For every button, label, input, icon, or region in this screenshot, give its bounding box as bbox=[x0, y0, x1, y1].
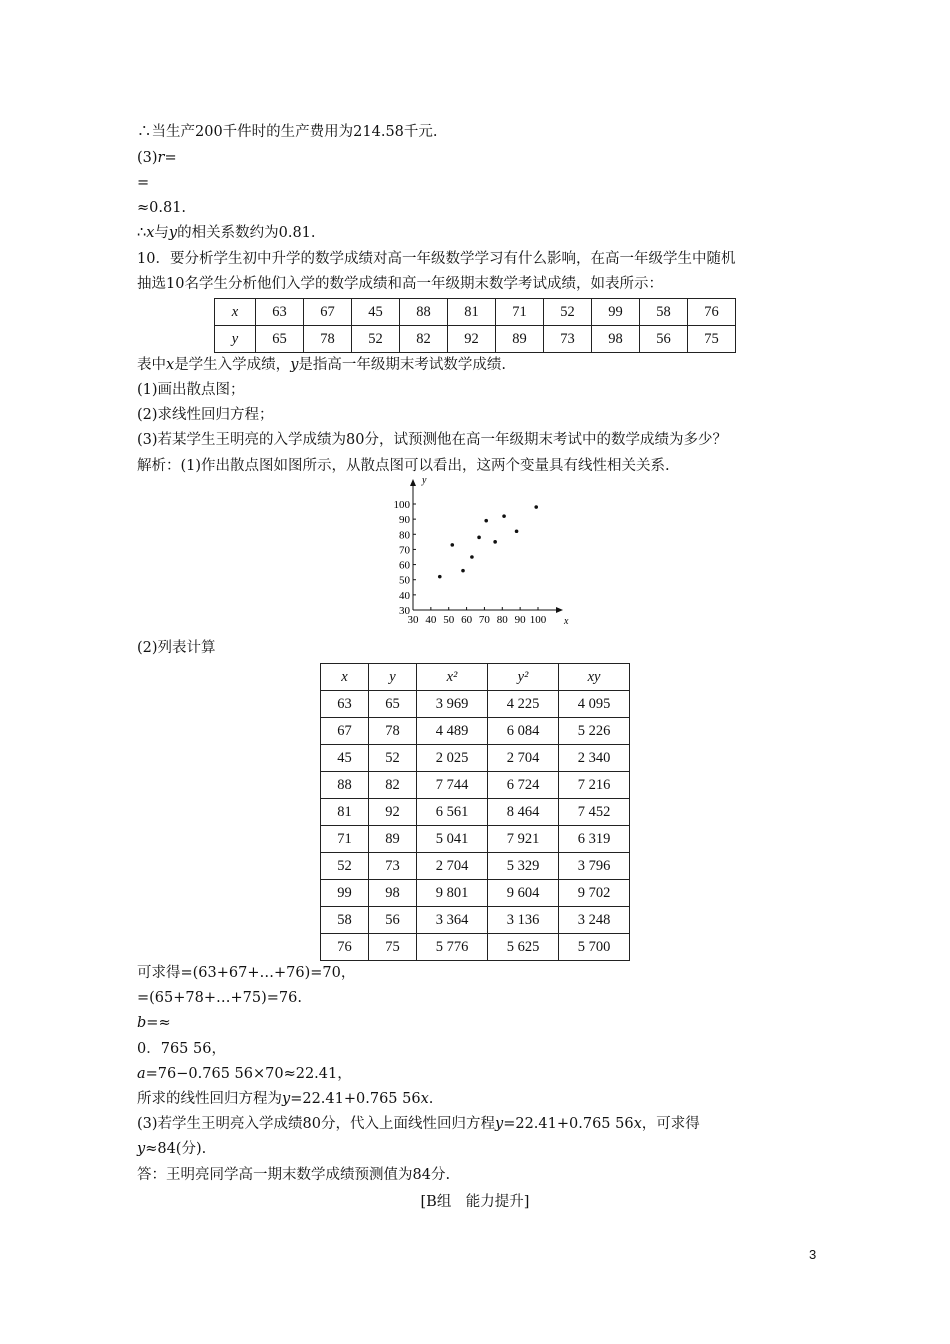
x-tick-label: 70 bbox=[478, 614, 490, 626]
table-cell: 7 452 bbox=[559, 799, 630, 826]
table-cell: 71 bbox=[496, 299, 544, 326]
table-cell: 92 bbox=[448, 326, 496, 353]
text-line: =(65+78+…+75)=76. bbox=[137, 990, 302, 1006]
header-cell: xy bbox=[559, 664, 630, 691]
table-cell: 58 bbox=[321, 907, 369, 934]
table-row bbox=[215, 299, 736, 326]
page-number: 3 bbox=[809, 1247, 817, 1262]
table-cell: 73 bbox=[544, 326, 592, 353]
text-line: 0．765 56， bbox=[137, 1041, 226, 1057]
plot-ticks bbox=[394, 499, 547, 626]
calculation-table bbox=[320, 663, 630, 961]
table-row bbox=[321, 880, 630, 907]
table-cell: 3 136 bbox=[488, 907, 559, 934]
y-tick-label: 50 bbox=[399, 574, 410, 587]
scatter-point bbox=[461, 569, 465, 573]
table-row bbox=[321, 691, 630, 718]
row-label-y: y bbox=[215, 326, 256, 353]
table-cell: 82 bbox=[369, 772, 417, 799]
y-tick-label: 40 bbox=[399, 589, 410, 602]
plot-points bbox=[438, 505, 538, 578]
plot-axes bbox=[407, 475, 569, 627]
text-line: ∴当生产200千件时的生产费用为214.58千元. bbox=[137, 124, 438, 140]
table-cell: 4 489 bbox=[417, 718, 488, 745]
row-label-x: x bbox=[215, 299, 256, 326]
scatter-plot bbox=[385, 475, 569, 628]
text-line: (3)r= bbox=[137, 150, 177, 166]
table-cell: 9 702 bbox=[559, 880, 630, 907]
table-cell: 75 bbox=[688, 326, 736, 353]
table-cell: 65 bbox=[369, 691, 417, 718]
table-cell: 2 704 bbox=[417, 853, 488, 880]
table-cell: 52 bbox=[369, 745, 417, 772]
table-cell: 6 319 bbox=[559, 826, 630, 853]
y-axis-arrow bbox=[410, 479, 416, 486]
table-cell: 4 225 bbox=[488, 691, 559, 718]
x-tick-label: 40 bbox=[425, 614, 437, 626]
table-cell: 2 340 bbox=[559, 745, 630, 772]
text-line: ≈0.81. bbox=[137, 200, 187, 216]
table-row bbox=[321, 853, 630, 880]
table-cell: 9 801 bbox=[417, 880, 488, 907]
table-cell: 9 604 bbox=[488, 880, 559, 907]
table-cell: 5 329 bbox=[488, 853, 559, 880]
y-tick-label: 90 bbox=[399, 514, 410, 527]
text-line: 可求得=(63+67+…+76)=70， bbox=[137, 965, 356, 981]
x-tick-label: 90 bbox=[514, 614, 526, 626]
scatter-point bbox=[515, 529, 519, 533]
table-cell: 5 776 bbox=[417, 934, 488, 961]
table-cell: 65 bbox=[256, 326, 304, 353]
header-cell: x bbox=[321, 664, 369, 691]
table-row bbox=[321, 799, 630, 826]
table-cell: 78 bbox=[369, 718, 417, 745]
table-cell: 78 bbox=[304, 326, 352, 353]
scatter-point bbox=[484, 519, 488, 523]
y-axis-label: y bbox=[422, 475, 427, 486]
table-cell: 56 bbox=[369, 907, 417, 934]
table-cell: 52 bbox=[544, 299, 592, 326]
table-row bbox=[321, 934, 630, 961]
x-tick-label: 100 bbox=[529, 614, 547, 626]
y-tick-label: 70 bbox=[399, 544, 410, 557]
table-cell: 76 bbox=[321, 934, 369, 961]
table-cell: 88 bbox=[400, 299, 448, 326]
table-cell: 67 bbox=[321, 718, 369, 745]
table-cell: 56 bbox=[640, 326, 688, 353]
table-cell: 52 bbox=[321, 853, 369, 880]
table-cell: 99 bbox=[321, 880, 369, 907]
data-table bbox=[214, 298, 736, 353]
problem-10-text: 10．要分析学生初中升学的数学成绩对高一年级数学学习有什么影响，在高一年级学生中随机 bbox=[137, 251, 736, 267]
table-cell: 5 625 bbox=[488, 934, 559, 961]
table-cell: 7 744 bbox=[417, 772, 488, 799]
table-header-row bbox=[321, 664, 630, 691]
x-axis-label: x bbox=[564, 616, 569, 627]
scatter-point bbox=[493, 540, 497, 544]
text-line: (1)画出散点图； bbox=[137, 382, 245, 398]
x-tick-label: 30 bbox=[407, 614, 419, 626]
table-cell: 88 bbox=[321, 772, 369, 799]
table-cell: 52 bbox=[352, 326, 400, 353]
text-line: b=≈ bbox=[137, 1015, 171, 1031]
section-heading: [B组 能力提升] bbox=[420, 1194, 530, 1210]
table-cell: 98 bbox=[592, 326, 640, 353]
table-cell: 5 700 bbox=[559, 934, 630, 961]
table-cell: 75 bbox=[369, 934, 417, 961]
table-cell: 8 464 bbox=[488, 799, 559, 826]
text-line: y≈84(分). bbox=[137, 1141, 207, 1157]
table-cell: 89 bbox=[496, 326, 544, 353]
table-cell: 45 bbox=[321, 745, 369, 772]
text-line: = bbox=[137, 175, 150, 191]
table-cell: 3 364 bbox=[417, 907, 488, 934]
table-cell: 89 bbox=[369, 826, 417, 853]
scatter-point bbox=[450, 543, 454, 547]
x-tick-label: 50 bbox=[443, 614, 455, 626]
x-tick-label: 60 bbox=[461, 614, 473, 626]
table-row bbox=[321, 745, 630, 772]
table-cell: 2 025 bbox=[417, 745, 488, 772]
text-line: (2)列表计算 bbox=[137, 640, 216, 656]
table-cell: 45 bbox=[352, 299, 400, 326]
table-cell: 5 226 bbox=[559, 718, 630, 745]
table-cell: 4 095 bbox=[559, 691, 630, 718]
table-cell: 98 bbox=[369, 880, 417, 907]
y-tick-label: 30 bbox=[399, 605, 410, 617]
table-cell: 7 921 bbox=[488, 826, 559, 853]
table-cell: 81 bbox=[321, 799, 369, 826]
table-cell: 3 796 bbox=[559, 853, 630, 880]
x-axis-arrow bbox=[556, 607, 563, 613]
text-line: 所求的线性回归方程为y=22.41+0.765 56x. bbox=[137, 1091, 434, 1107]
table-cell: 6 561 bbox=[417, 799, 488, 826]
table-cell: 3 969 bbox=[417, 691, 488, 718]
table-cell: 63 bbox=[321, 691, 369, 718]
table-cell: 76 bbox=[688, 299, 736, 326]
y-tick-label: 80 bbox=[399, 529, 410, 542]
table-cell: 92 bbox=[369, 799, 417, 826]
text-line: (3)若某学生王明亮的入学成绩为80分，试预测他在高一年级期末考试中的数学成绩为多少？ bbox=[137, 432, 727, 448]
table-cell: 6 084 bbox=[488, 718, 559, 745]
table-cell: 63 bbox=[256, 299, 304, 326]
table-cell: 58 bbox=[640, 299, 688, 326]
scatter-point bbox=[438, 575, 442, 579]
table-cell: 67 bbox=[304, 299, 352, 326]
table-row bbox=[321, 826, 630, 853]
table-cell: 99 bbox=[592, 299, 640, 326]
header-cell: y bbox=[369, 664, 417, 691]
x-tick-label: 80 bbox=[496, 614, 508, 626]
table-cell: 6 724 bbox=[488, 772, 559, 799]
table-cell: 5 041 bbox=[417, 826, 488, 853]
text-line: a=76−0.765 56×70≈22.41， bbox=[137, 1066, 352, 1082]
table-row bbox=[215, 326, 736, 353]
scatter-point bbox=[477, 536, 481, 540]
table-row bbox=[321, 718, 630, 745]
table-row bbox=[321, 907, 630, 934]
answer-line: 答：王明亮同学高一期末数学成绩预测值为84分. bbox=[137, 1167, 451, 1183]
header-cell: y² bbox=[488, 664, 559, 691]
scatter-point bbox=[534, 505, 538, 509]
text-line: (3)若学生王明亮入学成绩80分，代入上面线性回归方程y=22.41+0.765 56x，可求得 bbox=[137, 1116, 700, 1132]
table-cell: 2 704 bbox=[488, 745, 559, 772]
problem-10-text: 抽选10名学生分析他们入学的数学成绩和高一年级期末数学考试成绩，如表所示： bbox=[137, 276, 663, 292]
table-row bbox=[321, 772, 630, 799]
table-cell: 82 bbox=[400, 326, 448, 353]
scatter-point bbox=[470, 555, 474, 559]
text-line: 表中x是学生入学成绩，y是指高一年级期末考试数学成绩. bbox=[137, 357, 506, 373]
header-cell: x² bbox=[417, 664, 488, 691]
table-cell: 81 bbox=[448, 299, 496, 326]
y-tick-label: 100 bbox=[393, 499, 410, 511]
table-cell: 3 248 bbox=[559, 907, 630, 934]
y-tick-label: 60 bbox=[399, 559, 410, 572]
text-line: ∴x与y的相关系数约为0.81. bbox=[137, 225, 316, 241]
text-line: 解析：(1)作出散点图如图所示，从散点图可以看出，这两个变量具有线性相关关系. bbox=[137, 458, 670, 474]
scatter-point bbox=[502, 514, 506, 518]
table-cell: 71 bbox=[321, 826, 369, 853]
table-cell: 7 216 bbox=[559, 772, 630, 799]
text-line: (2)求线性回归方程； bbox=[137, 407, 274, 423]
table-cell: 73 bbox=[369, 853, 417, 880]
